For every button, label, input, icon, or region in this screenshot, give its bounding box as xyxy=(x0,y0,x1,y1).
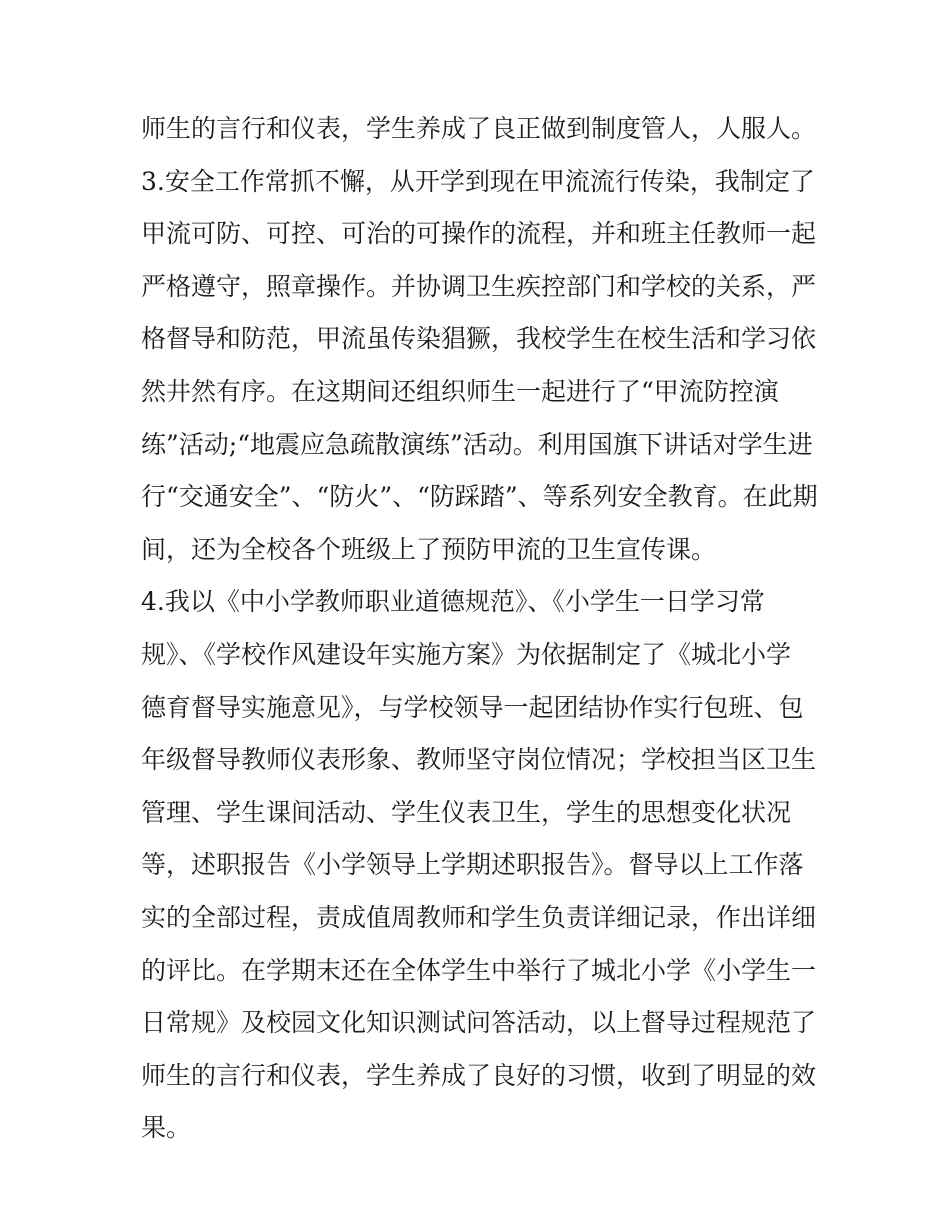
text-line: 日常规》及校园文化知识测试问答活动，以上督导过程规范了 xyxy=(141,1008,817,1038)
text-line: 规》、《学校作风建设年实施方案》为依据制定了《城北小学 xyxy=(141,639,792,669)
text-line: 年级督导教师仪表形象、教师坚守岗位情况；学校担当区卫生 xyxy=(141,745,817,775)
text-line: 实的全部过程，责成值周教师和学生负责详细记录，作出详细 xyxy=(141,902,817,932)
text-line: 格督导和防范，甲流虽传染猖獗，我校学生在校生活和学习依 xyxy=(141,324,817,354)
text-line: 等，述职报告《小学领导上学期述职报告》。督导以上工作落 xyxy=(141,850,804,880)
text-line: 德育督导实施意见》，与学校领导一起团结协作实行包班、包 xyxy=(141,692,804,722)
text-line: 师生的言行和仪表，学生养成了良好的习惯，收到了明显的效 xyxy=(141,1060,817,1090)
text-line: 师生的言行和仪表，学生养成了良正做到制度管人，人服人。 xyxy=(141,114,817,143)
text-line: 练”活动;“地震应急疏散演练”活动。利用国旗下讲话对学生进 xyxy=(141,429,813,459)
text-line: 甲流可防、可控、可治的可操作的流程，并和班主任教师一起 xyxy=(141,219,817,249)
text-line: 管理、学生课间活动、学生仪表卫生，学生的思想变化状况 xyxy=(141,797,792,827)
text-line: 行“交通安全”、“防火”、“防踩踏”、等系列安全教育。在此期 xyxy=(141,482,818,512)
text-line: 严格遵守，照章操作。并协调卫生疾控部门和学校的关系，严 xyxy=(141,271,817,301)
text-line: 果。 xyxy=(141,1113,192,1143)
body-text xyxy=(141,103,821,1155)
text-line: 间，还为全校各个班级上了预防甲流的卫生宣传课。 xyxy=(141,534,717,564)
text-line: 的评比。在学期末还在全体学生中举行了城北小学《小学生一 xyxy=(141,955,817,985)
text-line: 然井然有序。在这期间还组织师生一起进行了“甲流防控演 xyxy=(141,376,779,406)
text-line: 3.安全工作常抓不懈，从开学到现在甲流流行传染，我制定了 xyxy=(141,166,815,196)
text-line: 4.我以《中小学教师职业道德规范》、《小学生一日学习常 xyxy=(141,587,765,617)
